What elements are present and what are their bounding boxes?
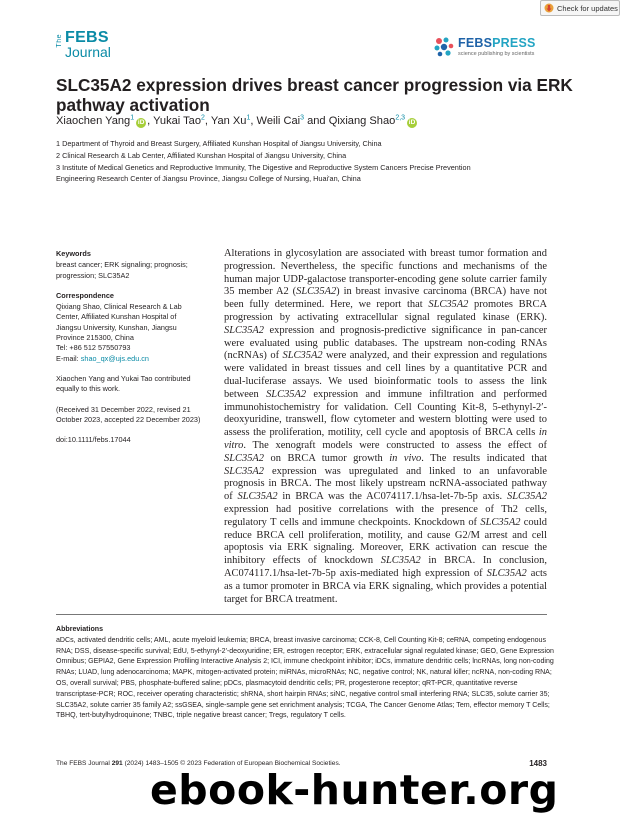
author-name: Weili Cai [256,115,301,127]
author-affiliation-ref: 2,3 [395,114,406,122]
febs-press-logo [433,36,543,66]
section-divider [56,614,547,615]
author-name: Yukai Tao [153,115,202,127]
febs-press-dots-icon [433,36,455,58]
correspondence-line: Center, Affiliated Kunshan Hospital of [56,312,177,322]
affiliations [56,138,576,185]
article-sidebar [56,249,206,455]
check-for-updates-button[interactable] [540,0,620,16]
update-check-icon [544,3,554,13]
orcid-icon[interactable]: iD [408,119,416,126]
logo-journal-word: Journal [65,44,111,60]
correspondence-line: Province 215300, China [56,333,134,343]
received-dates: (Received 31 December 2022, revised 21 October 2023, accepted 22 December 2023) [56,404,201,424]
abbreviations-section [56,625,554,722]
correspondence-line: Tel: +86 512 57550793 [56,343,131,353]
correspondence-heading: Correspondence [56,290,114,300]
page-number: 1483 [529,759,547,768]
abstract-text: Alterations in glycosylation are associated with breast tumor formation and progression. Nevertheless, the specific functions and mechanisms of the human major UDP-galactose transporter-encoding gene solute carrier family 35 member A2 (SLC35A2) in breast invasive carcinoma (BRCA) have not been fully determined. Here, we report that SLC35A2 promotes BRCA progression by activating extracellular signal regulated kinase (ERK). SLC35A2 expression and prognosis-predictive significance in pan-cancer were evaluated using public databases. The upstream non-coding RNAs (ncRNAs) of SLC35A2 were analyzed, and their expression and regulations were validated in breast tissues and cell lines by a quantitative PCR and dual-luciferase assays. We used bioinformatic tools to assess the link between SLC35A2 expression and immune infiltration and performed immunohistochemistry for validation. Cell Counting Kit-8, 5-ethynyl-2′-deoxyuridine, transwell, flow cytometer and western blotting were used to assess the proliferation, motility, cell cycle and apoptosis of BRCA cells in vitro. The xenograft models were constructed to assess the effect of SLC35A2 on BRCA tumor growth in vivo. The results indicated that SLC35A2 expression was upregulated and linked to an unfavorable prognosis in BRCA. The most likely upstream ncRNA-associated pathway of SLC35A2 in BRCA was the AC074117.1/hsa-let-7b-5p axis. SLC35A2 expression had positive correlations with the presence of Th2 cells, regulatory T cells and immune checkpoints. Knockdown of SLC35A2 could reduce BRCA cell proliferation, motility, and cause G2/M arrest and cell apoptosis via ERK signaling. Moreover, ERK activation can rescue the inhibitory effects of knockdown SLC35A2 in BRCA. In conclusion, AC074117.1/hsa-let-7b-5p axis-mediated high expression of SLC35A2 acts as a tumor promoter in BRCA via ERK signaling, which provides a potential target for BRCA treatment. [224,248,547,605]
press-tagline: science publishing by scientists [458,51,535,57]
author-name: Yan Xu [210,115,247,127]
affiliation-1: 1 Department of Thyroid and Breast Surgery, Affiliated Kunshan Hospital of Jiangsu University, China [56,139,382,148]
affiliation-3: 3 Institute of Medical Genetics and Reproductive Immunity, The Digestive and Reproductive System Cancers Precise Prevention [56,162,471,172]
abbreviations-heading: Abbreviations [56,626,103,633]
author-affiliation-ref: 1 [246,114,251,122]
footer-volume: 291 [111,760,123,767]
author-list: Xiaochen Yang$^1$iD , Yukai Tao$^2$, Yan Xu$^1$, Weili Cai$^3$ and Qixiang Shao$^{2,3}$iD [56,114,416,127]
press-name: FEBSPRESS [458,36,536,50]
keywords-heading: Keywords [56,249,91,258]
footer-citation: The FEBS Journal 291 (2024) 1483–1505 © 2023 Federation of European Biochemical Societies. [56,760,341,767]
check-for-updates-label: Check for updates [557,3,618,13]
equal-contribution-note: Xiaochen Yang and Yukai Tao contributed equally to this work. [56,373,191,394]
author-name: Xiaochen Yang [56,115,131,127]
doi-link[interactable]: doi:10.1111/febs.17044 [56,435,131,445]
correspondence-line: Jiangsu University, Kunshan, Jiangsu [56,322,177,332]
logo-the-word: The [56,34,63,48]
watermark: ebook-hunter.org [150,766,559,814]
abbreviations-text: aDCs, activated dendritic cells; AML, acute myeloid leukemia; BRCA, breast invasive carcinoma; CCK-8, Cell Counting Kit-8; ceRNA, competing endogenous RNA; DSS, disease-specific survival; EdU, 5-ethynyl-2′-deoxyuridine; ER, estrogen receptor; ERK, extracellular signal regulated kinase; GEO, Gene Expression Omnibus; GEPIA2, Gene Expression Profiling Interactive Analysis 2; ICI, immune checkpoint inhibitor; iDCs, immature dendritic cells; lncRNAs, long non-coding RNAs; LUAD, lung adenocarcinoma; MAPK, mitogen-activated protein; miRNAs, microRNAs; NC, negative control; NK, natural killer; ncRNA, non-coding RNA; OS, overall survival; PBS, phosphate-buffered saline; pDCs, plasmacytoid dendritic cells; PR, progesterone receptor; qRT-PCR, quantitative reverse transcriptase-PCR; ROC, receiver operating characteristic; shRNA, short hairpin RNAs; siNC, negative control small interfering RNA; SLC35, solute carrier 35; SLC35A2, solute carrier 35 family A2; ssGSEA, single-sample gene set enrichment analysis; TCGA, The Cancer Genome Atlas; Tem, effector memory T Cells; TBHQ, tert-butylhydroquinone; TNBC, triple negative breast cancer; Tregs, regulatory T cells. [56,636,554,720]
article-title: SLC35A2 expression drives breast cancer progression via ERK pathway activation [56,75,573,115]
author-name: Qixiang Shao [328,115,396,127]
correspondence-line: Qixiang Shao, Clinical Research & Lab [56,302,182,312]
author-affiliation-ref: 2 [201,114,205,122]
author-affiliation-ref: 3 [300,114,305,122]
affiliation-2: 2 Clinical Research & Lab Center, Affiliated Kunshan Hospital of Jiangsu University, China [56,150,347,160]
keywords-text: breast cancer; ERK signaling; prognosis; progression; SLC35A2 [56,260,188,280]
orcid-icon[interactable]: iD [137,119,145,126]
logo-febs-word: FEBS [65,29,109,46]
author-affiliation-ref: 1 [130,114,135,122]
email-row [56,354,206,364]
email-label: E-mail: [56,353,81,363]
email-link[interactable]: shao_qx@ujs.edu.cn [80,353,149,363]
affiliation-3-continued: Engineering Research Center of Jiangsu Province, Jiangsu College of Nursing, Huai'an, China [56,174,361,184]
